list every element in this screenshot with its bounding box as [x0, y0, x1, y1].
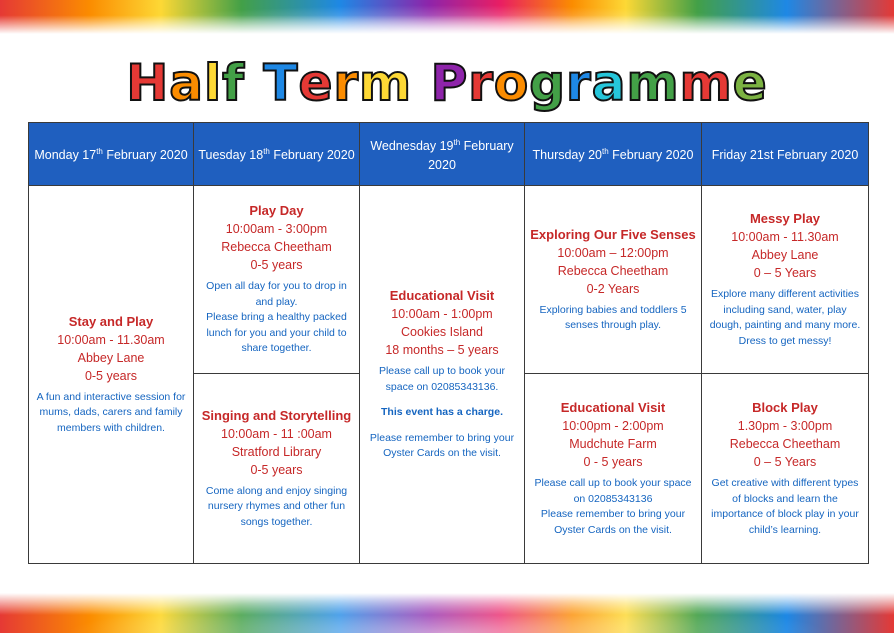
title-letter: m — [626, 54, 680, 112]
event-age: 0 - 5 years — [583, 455, 643, 469]
day-header-thursday: Thursday 20th February 2020 — [525, 123, 702, 186]
page-title — [0, 52, 894, 114]
event-age: 0 – 5 Years — [753, 455, 817, 469]
event-title: Messy Play — [749, 211, 821, 226]
event-description: Get creative with different types of blocks and learn the importance of block play in your child’s learning. — [711, 477, 859, 536]
event-description: Come along and enjoy singing nursery rhymes and other fun songs together. — [205, 484, 348, 528]
event-time: 10:00am - 11 :00am — [221, 426, 332, 441]
event-age: 0-5 years — [250, 462, 303, 477]
title-letter: e — [732, 54, 768, 112]
title-letter: o — [493, 54, 530, 112]
title-letter: e — [298, 54, 334, 112]
event-title: Exploring Our Five Senses — [530, 226, 696, 242]
day-header-tuesday: Tuesday 18th February 2020 — [194, 123, 360, 186]
event-title: Stay and Play — [68, 313, 154, 329]
event-location: Abbey Lane — [77, 350, 145, 365]
event-age: 0-2 Years — [586, 281, 640, 296]
event-title: Educational Visit — [389, 288, 495, 304]
title-letter: P — [430, 54, 469, 112]
rainbow-border-top — [0, 0, 894, 34]
title-letter: r — [468, 54, 494, 112]
event-location: Abbey Lane — [751, 248, 819, 262]
event-location: Rebecca Cheetham — [729, 437, 841, 451]
event-time: 10:00am - 3:00pm — [225, 222, 328, 237]
title-letter — [412, 52, 430, 114]
event-description: Open all day for you to drop in and play. Please bring a healthy packed lunch for you and your child to share together. — [206, 280, 347, 355]
event-time: 10:00am – 12:00pm — [557, 245, 669, 260]
event-title: Block Play — [752, 400, 818, 415]
title-letter: l — [204, 54, 223, 112]
day-header-monday: Monday 17th February 2020 — [29, 123, 194, 186]
event-charge-note: This event has a charge. — [381, 406, 503, 419]
event-cell-tuesday-1 — [194, 186, 360, 374]
event-description: A fun and interactive session for mums, dads, carers and family members with children. — [36, 390, 186, 434]
header-row — [29, 123, 869, 186]
event-description: Please call up to book your space on 02085343136. — [378, 365, 506, 393]
event-location: Rebecca Cheetham — [557, 263, 669, 278]
event-cell-thursday-1 — [525, 186, 702, 374]
title-letter: m — [359, 54, 413, 112]
programme-table — [28, 122, 869, 564]
event-title: Singing and Storytelling — [201, 407, 352, 423]
event-cell-friday-2 — [702, 374, 869, 564]
event-title: Educational Visit — [560, 400, 666, 415]
event-cell-friday-1 — [702, 186, 869, 374]
event-description: Exploring babies and toddlers 5 senses through play. — [539, 303, 687, 331]
event-time: 10:00am - 11.30am — [57, 332, 165, 347]
title-letter: T — [263, 54, 299, 112]
title-letter: a — [169, 54, 204, 112]
event-time: 10:00am - 1:00pm — [391, 307, 493, 322]
event-cell-thursday-2 — [525, 374, 702, 564]
event-cell-monday — [29, 186, 194, 564]
rainbow-border-bottom — [0, 593, 894, 633]
title-letter: r — [566, 54, 592, 112]
event-location: Cookies Island — [401, 325, 483, 340]
event-time: 1.30pm - 3:00pm — [737, 419, 833, 433]
title-letter: a — [591, 54, 627, 112]
event-reminder: Please remember to bring your Oyster Cards on the visit. — [369, 431, 515, 460]
day-header-friday: Friday 21st February 2020 — [702, 123, 869, 186]
day-header-wednesday: Wednesday 19th February 2020 — [360, 123, 525, 186]
title-letter — [245, 52, 263, 114]
event-age: 0 – 5 Years — [753, 266, 817, 280]
title-letter: m — [679, 54, 733, 112]
event-time: 10:00pm - 2:00pm — [562, 419, 664, 433]
event-description: Explore many different activities including sand, water, play dough, painting and many more. Dress to get messy! — [709, 288, 861, 347]
event-location: Rebecca Cheetham — [221, 240, 332, 255]
event-age: 18 months – 5 years — [385, 343, 499, 358]
event-description: Please call up to book your space on 02085343136 Please remember to bring your Oyster Cards on the visit. — [534, 477, 692, 536]
title-letter: g — [529, 54, 567, 112]
event-age: 0-5 years — [250, 258, 303, 273]
event-location: Stratford Library — [231, 444, 322, 459]
event-location: Mudchute Farm — [569, 437, 657, 451]
event-time: 10:00am - 11.30am — [731, 230, 839, 244]
event-title: Play Day — [249, 203, 304, 219]
title-letter: f — [222, 54, 245, 112]
title-letter: r — [333, 54, 360, 112]
event-age: 0-5 years — [84, 368, 138, 383]
event-cell-tuesday-2 — [194, 374, 360, 564]
event-cell-wednesday — [360, 186, 525, 564]
title-letter: H — [126, 54, 170, 112]
